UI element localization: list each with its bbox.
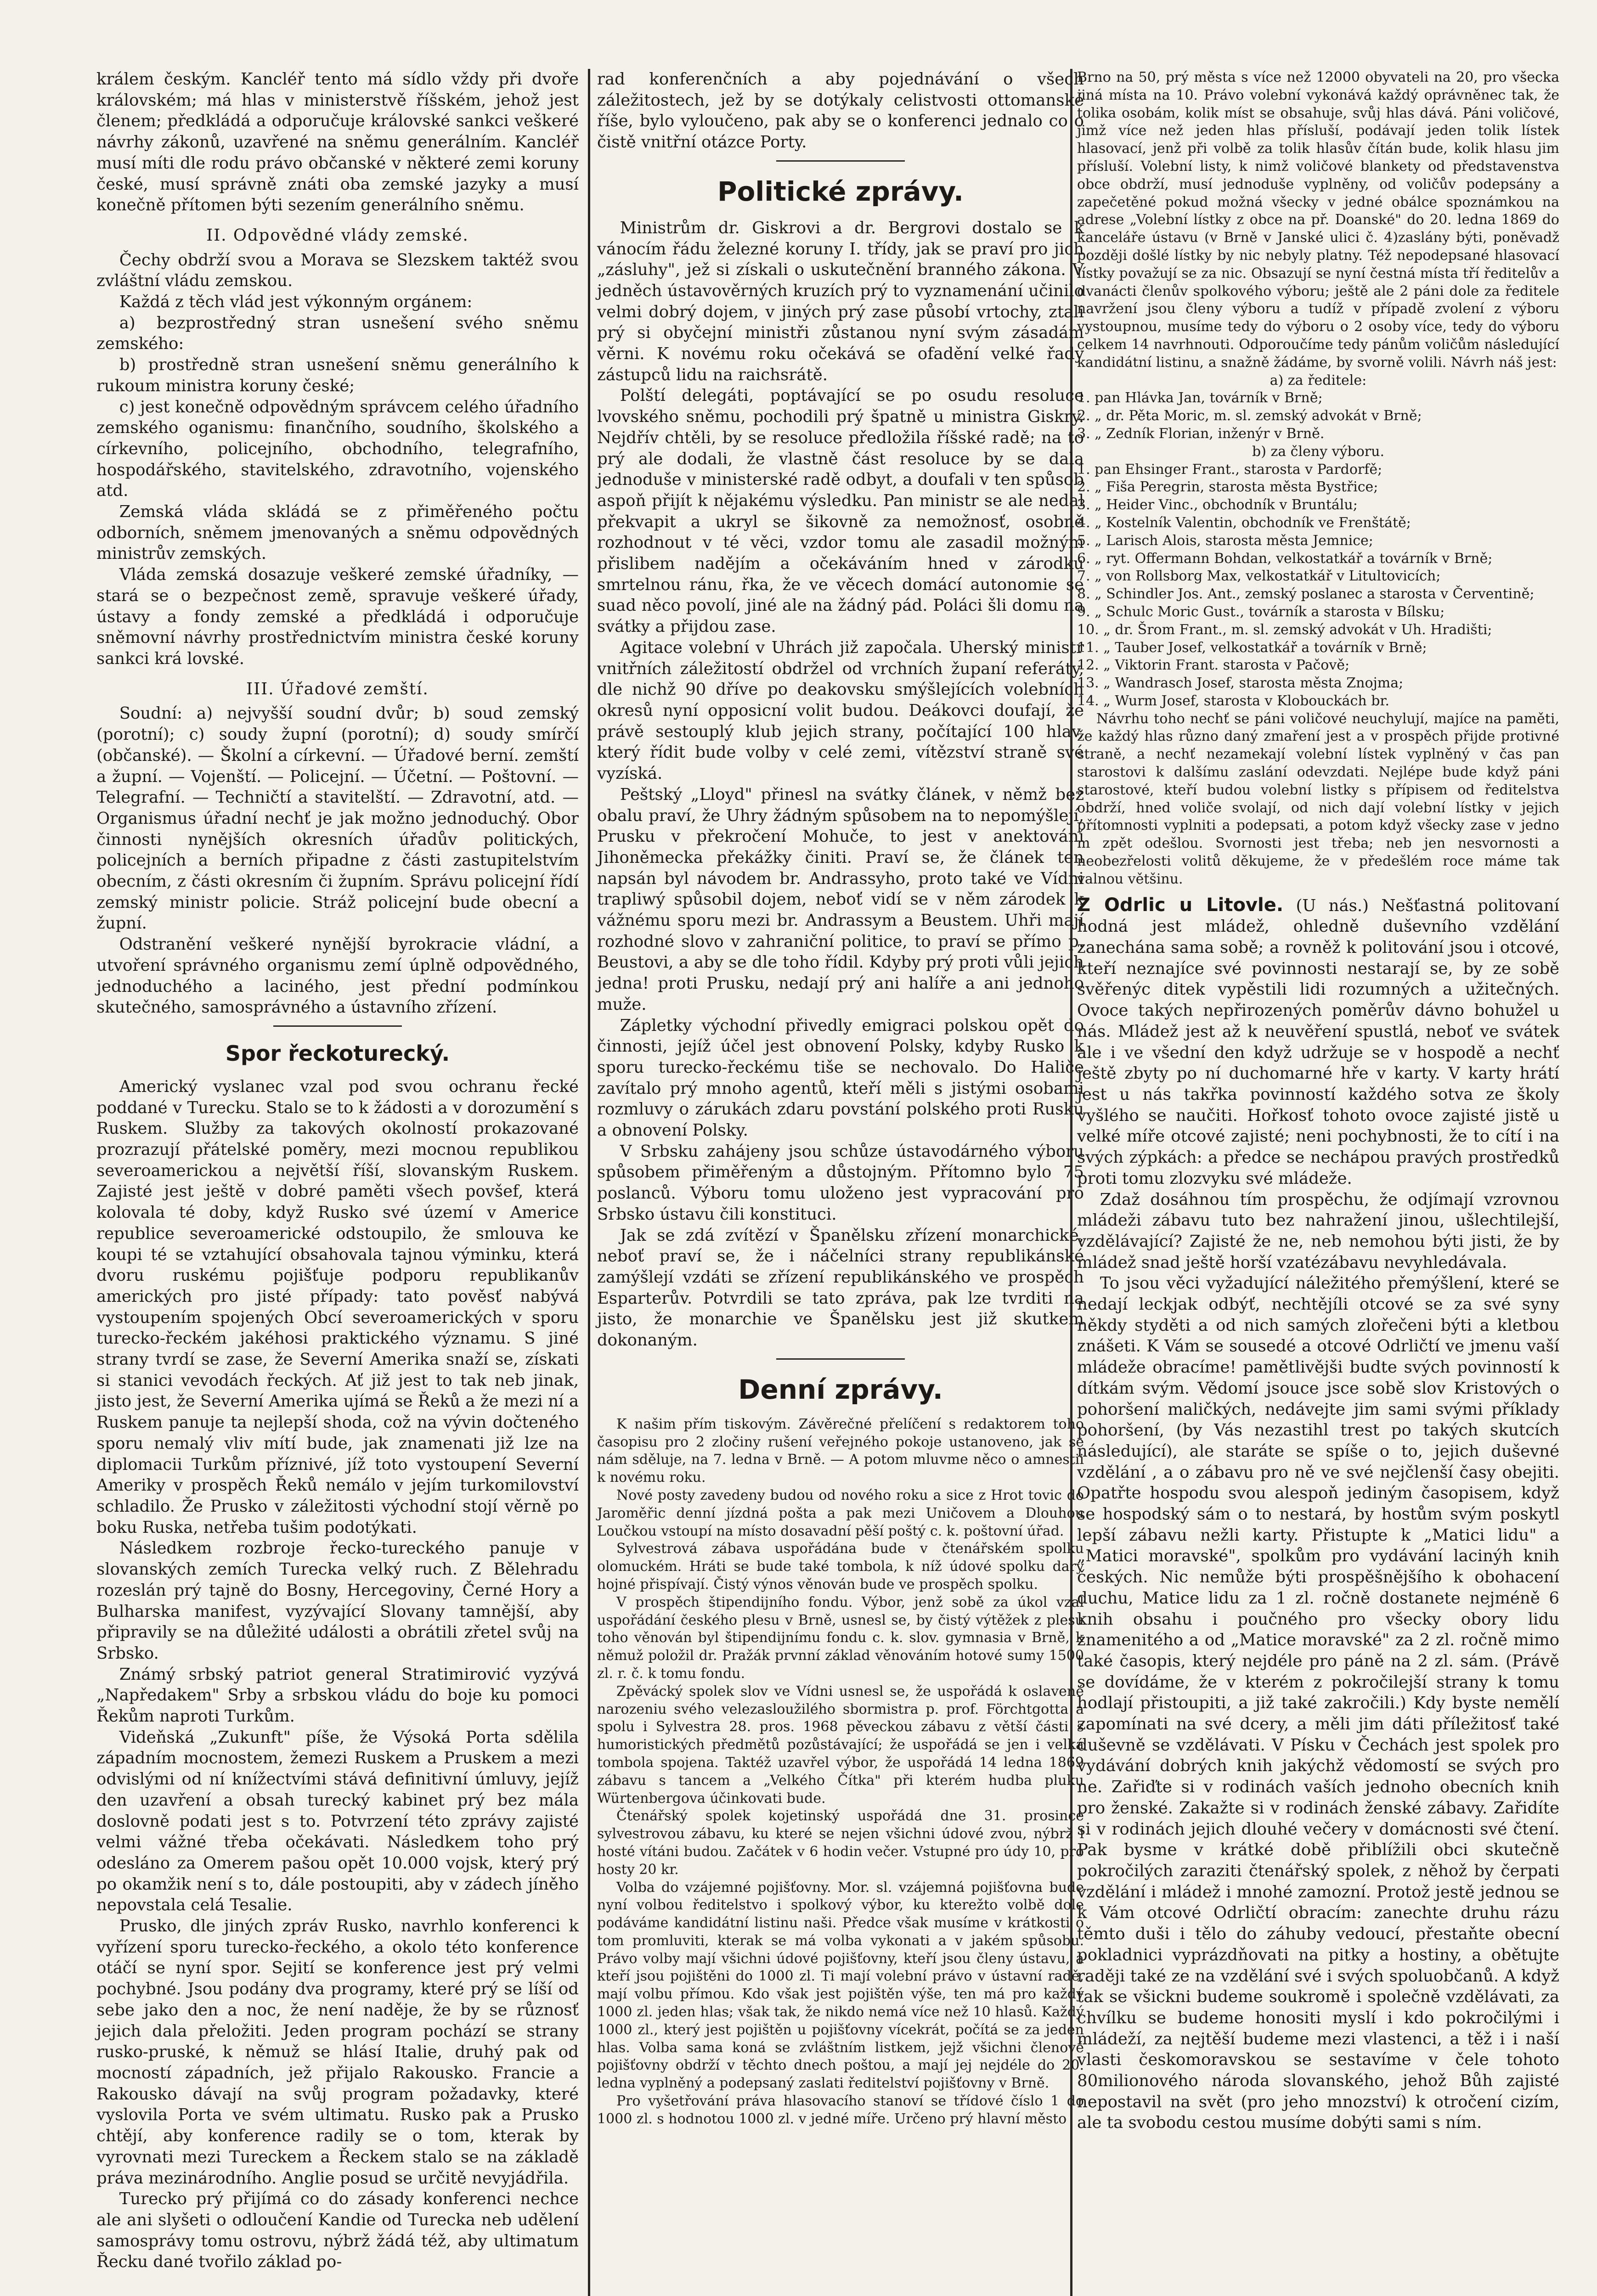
paragraph: králem českým. Kancléř tento má sídlo vždy při dvoře královském; má hlas v ministerstvě říšském, jehož jest členem; předkládá a odporučuje královské sankci veškeré návrhy zákonů, uzavřené na sněmu generálním. Kancléř musí míti dle rodu právo občanské v některé zemi koruny české, musí správně znáti oba zemské jazyky a musí konečně přítomen býti sezením generálního sněmu. — [96, 70, 579, 215]
article-source: (U nás.) — [1296, 896, 1369, 915]
paragraph: Ministrům dr. Giskrovi a dr. Bergrovi dostalo se k vánocím řádu železné koruny I. třídy, jak se praví pro jich „zásluhy", jež si získali o uskutečnění branného zákona. V jedněch ústavověrných kruzích prý to vyznamenání učinilo velmi dobrý dojem, v jiných prý zase působí vrtochy, ztali prý si obyčejní ministři zůstanou nyní svým zásadám věrni. K novému roku očekává se ofadění velké řady zástupců lidu na raichsrátě. — [597, 218, 1084, 384]
news-item: Čtenářský spolek kojetinský uspořádá dne 31. prosince sylvestrovou zábavu, ku které se nejen všichni údové zvou, nýbrž i hosté vítáni budou. Začátek v 6 hodin večer. Vstupné pro údy 10, pro hosty 20 kr. — [597, 1808, 1084, 1878]
paragraph: Zdaž dosáhnou tím prospěchu, že odjímají vzrovnou mládeži zábavu tuto bez nahražení jinou, ušlechtilejší, vzdělávající? Zajisté že ne, neb nemohou býti jisti, že by mládež snad ještě horší vzatézábavu nevyhledávala. — [1077, 1190, 1559, 1272]
paragraph: b) prostředně stran usnešení sněmu generálního k rukoum ministra koruny české; — [96, 355, 579, 395]
paragraph: rad konferenčních a aby pojednávání o všech záležitostech, jež by se dotýkaly celistvosti ottomanské říše, bylo vyloučeno, pak aby se o konferenci jednalo co o čistě vnitřní otázce Porty. — [597, 70, 1084, 152]
paragraph: Zápletky východní přivedly emigraci polskou opět do činnosti, jejíž účel jest obnovení Polsky, kdyby Rusko k sporu turecko-řeckému tiše se nechovalo. Do Haliče zavítalo prý mnoho agentů, kteří měli s jistými osobami rozmluvy o zárukách zdaru povstání polského proti Rusku a obnovení Polsky. — [597, 1016, 1084, 1140]
article-lead — [1077, 895, 1559, 1189]
paragraph: Americký vyslanec vzal pod svou ochranu řecké poddané v Turecku. Stalo se to k žádosti a v dorozumění s Ruskem. Služby za takových okolností prokazované prozrazují přátelské poměry, mezi mocnou republikou severoamerickou a největší říší, slovanským Ruskem. Zajisté jest ještě v dobré paměti všech povšef, která kolovala té doby, když Rusko své území v Americe republice severoamerické odstoupilo, že smlouva ke koupi té se vztahující obsahovala tajnou výminku, která dvoru ruskému pojišťuje podporu republikanův amerických pro jisté případy: tato pověsť nabývá vystoupením spojených Obcí severoamerických v sporu turecko-řeckém jakéhosi praktického významu. S jiné strany tvrdí se zase, že Severní Amerika snaží se, získati si stanici vevodách řeckých. Ať již jest to tak neb jinak, jisto jest, že Severní Amerika ujímá se Řeků a že mezi ní a Ruskem panuje ta nejlepší shoda, což na vývin dočteného sporu nemalý vliv mítí bude, jak znamenati již lze na diplomacii Turkům příznivé, jíž toto vystoupení Severní Ameriky v prospěch Řeků nemálo v jejím turkomilovství schladilo. Že Prusko v záležitosti východní stojí věrně po boku Ruska, netřeba tušim podotýkati. — [96, 1077, 579, 1537]
list-item: 3. „ Zedník Florian, inženýr v Brně. — [1077, 425, 1325, 442]
paragraph: Agitace volební v Uhrách již započala. Uherský ministr vnitřních záležitostí obdržel od vrchních županí referáty, dle nichž 90 dříve po deakovsku smýšlejících volebních okresů nyní opposicní volit budou. Deákovci doufají, že právě sestouplý klub jejich strany, počítající 100 hlav, který řídit bude volby v celé zemi, vítězství straně své vyzíská. — [597, 638, 1084, 783]
column-3 — [1077, 69, 1559, 2133]
paragraph: V Srbsku zahájeny jsou schůze ústavodárného výboru spůsobem přiměřeným a důstojným. Přítomno bylo 75 poslanců. Výboru tomu uloženo jest vypracování pro Srbsko ústavu čili konstituci. — [597, 1142, 1084, 1224]
article-heading: Z Odrlic u Litovle. — [1077, 894, 1284, 916]
list-item: 8. „ Schindler Jos. Ant., zemský poslanec a starosta v Červentině; — [1077, 586, 1535, 602]
list-item: 12. „ Viktorin Frant. starosta v Pačově; — [1077, 657, 1350, 674]
list-item: 2. „ Fiša Peregrin, starosta města Bystřice; — [1077, 479, 1378, 495]
members-list — [1077, 461, 1559, 710]
paragraph: Každá z těch vlád jest výkonným orgánem: — [119, 293, 473, 312]
list-heading: a) za ředitele: — [1270, 372, 1367, 388]
news-item: Volba do vzájemné pojišťovny. Mor. sl. vzájemná pojišťovna bude nyní volbou ředitelstvo i spolkový výbor, ku kterežto volbě dole podáváme kandidátní listinu naši. Předce však musíme v krátkosti o tom promluviti, kterak se má volba vykonati a v jakém spůsobu. Právo volby mají všichni údové pojišťovny, kteří jsou členy ústavu, a kteří jsou pojištěni do 1000 zl. Ti mají volební právo v ústavní radě, mají volbu přímou. Kdo však jest pojištěn výše, ten má pro každý 1000 zl. jeden hlas; však tak, že nikdo nemá více než 10 hlasů. Každý 1000 zl., který jest pojištěn u pojišťovny vícekrát, počítá se za jeden hlas. Volba sama koná se zvláštním listkem, jejž všichni členové pojišťovny obdrží v těchto dnech poštou, a mají jej nejdéle do 20. ledna vyplněný a podepsaný zaslati ředitelství pojišťovny v Brně. — [597, 1879, 1084, 2092]
paragraph: Videňská „Zukunft" píše, že Výsoká Porta sdělila západním mocnostem, žemezi Ruskem a Pruskem a mezi odvislými od ní knížectvími stává definitivní úmluvy, jejíž den uzavření a obsah turecký kabinet prý bez mála doslovně podati jest s to. Potvrzení této zprávy zajisté velmi vážné třeba očekávati. Následkem toho prý odesláno za Omerem pašou opět 10.000 vojsk, který prý po okamžik není s to, dále postoupiti, aby v zádech jíněho nepovstala celá Tesalie. — [96, 1728, 579, 1915]
paragraph: Jak se zdá zvítězí v Španělsku zřízení monarchické, neboť praví se, že i náčelníci strany republikánské zamýšlejí vzdáti se zřízení republikánského ve prospěch Esparterův. Potvrdili se tato zpráva, pak lze tvrditi na jisto, že monarchie ve Španělsku jest již skutkem dokonaným. — [597, 1226, 1084, 1350]
paragraph: Následkem rozbroje řecko-tureckého panuje v slovanských zemích Turecka velký ruch. Z Bělehradu rozeslán prý tajně do Bosny, Hercegoviny, Černé Hory a Bulharska manifest, vyzývající Slovany tamnější, aby připravily se na důležité události a obrátili zřetel svůj na Srbsko. — [96, 1539, 579, 1663]
section-heading: II. Odpovědné vlády zemské. — [206, 225, 469, 245]
directors-list — [1077, 389, 1559, 443]
list-item: 10. „ dr. Šrom Frant., m. sl. zemský advokát v Uh. Hradišti; — [1077, 621, 1492, 638]
paragraph: Nešťastná politovaní hodná jest mládež, ohledně duševního vzdělání zanechána sama sobě; a rovněž k politování jsou i otcové, kteří neznajíce své povinnosti nestarají se, by ze sobě svěřenýc ditek vypěstili lidi rozumných a užitečných. Ovoce takých nepřirozených poměrův dávno bohužel u nás. Mládež jest až k neuvěření spustlá, neboť ve svátek ale i ve všední den když udržuje se v hospodě a nechť ještě zbyty po ní duchomarné hře v karty. V karty hrátí jest u nás takřka povinností každého sotva ze školy vyšlého se naučiti. Hořkosť tohoto ovoce zajisté jistě u velké míře otcové zajisté; neni pochybnosti, že to cítí i na svých zýpkách: a předce se nechápou pravých prostředků proti tomu zlozvyku své mládeže. — [1077, 896, 1559, 1188]
paragraph: a) bezprostředný stran usnešení svého sněmu zemského: — [96, 313, 579, 354]
list-item: 13. „ Wandrasch Josef, starosta města Znojma; — [1077, 675, 1404, 692]
news-item: Nové posty zavedeny budou od nového roku a sice z Hrot tovic do Jaroměřic denní jízdná pošta a pak mezi Uničovem a Dlouhou Loučkou vstoupí na místo dosavadní pěší poštý c. k. poštovní úřad. — [597, 1487, 1084, 1539]
paragraph: Odstranění veškeré nynější byrokracie vládní, a utvoření správného organismu zemí úplně odpovědného, jednoduchého a lacinéhо, jest přední podmínkou skutečného, samosprávného a ústavního zřízení. — [96, 935, 579, 1017]
list-item: 9. „ Schulc Moric Gust., továrník a starosta v Bílsku; — [1077, 603, 1445, 620]
column-1 — [96, 69, 579, 2273]
column-2 — [597, 69, 1084, 2128]
paragraph: Známý srbský patriot general Stratimirović vyzývá „Napředakem" Srby a srbskou vládu do boje ku pomoci Řekům naproti Turkům. — [96, 1665, 579, 1726]
paragraph: Turecko prý přijímá co do zásady konferenci nechce ale ani slyšeti o odloučení Kandie od Turecka neb udělení samosprávy tomu ostrovu, nýbrž žádá též, aby ultimatum Řecku dané tvořilo základ po- — [96, 2189, 579, 2272]
news-item: Pro vyšetřování práva hlasovacího stanoví se třídové číslo 1 do 1000 zl. s hodnotou 1000 zl. v jedné míře. Určeno prý hlavní město — [597, 2093, 1084, 2127]
paragraph: c) jest konečně odpovědným správcem celého úřadního zemského oganismu: finančního, soudního, školského a církevního, policejního, obchodního, telegrafního, hospodářského, stavitelského, zdravotního, vojenského atd. — [96, 397, 579, 501]
article-heading: Spor řeckoturecký. — [225, 1041, 450, 1066]
paragraph: Soudní: a) nejvyšší soudní dvůr; b) soud zemský (porotní); c) soudy župní (porotní); d) soudy smírčí (občanské). — Školní a církevní. — Úřadové berní. zemští a župní. — Vojenští. — Policejní. — Účetní. — Poštovní. — Telegrafní. — Techničtí a stavitelští. — Zdravotní, atd. — Organismus úřadní nechť je jak možno jednoduchý. Obor činnosti nynějších okresních úřadův politických, policejních a berních připadne z části zastupitelstvím obecním, z části okresním či župním. Správu policejní řídí zemský ministr policie. Stráž policejní bude obecní a župní. — [96, 704, 579, 933]
list-item: 4. „ Kostelník Valentin, obchodník ve Frenštátě; — [1077, 514, 1411, 531]
divider — [273, 1025, 402, 1027]
paragraph: Prusko, dle jiných zpráv Rusko, navrhlo konferenci k vyřízení sporu turecko-řeckého, a okolo této konference otáčí se nyní spor. Sejití se konference jest prý velmi pochybné. Jsou podány dva programy, které prý se líší od sebe jako den a noc, že není naděje, že by se různosť jejich dala přeložiti. Jeden program pochází se strany rusko-pruské, k němuž se hlásí Italie, druhý pak od mocností západních, jež přijalo Rakousko. Francie a Rakousko dávají na svůj program požadavky, které vyslovila Porta ve svém ultimatu. Rusko pak a Prusko chtějí, aby konference radily se o tom, kterak by vyrovnati mezi Tureckem a Řeckem stalo se na základě práva mezinárodního. Anglie posud se určitě nevyjádřila. — [96, 1917, 579, 2188]
list-item: 2. „ dr. Pěta Moric, m. sl. zemský advokát v Brně; — [1077, 408, 1422, 424]
list-heading: b) za členy výboru. — [1252, 443, 1384, 460]
paragraph: Peštský „Lloyd" přinesl na svátky článek, v němž bez obalu praví, že Uhry žádným spůsobem na to nepomýšlejí, Prusku v překročení Mohuče, to jest v anektování Jihoněmecka překážky činiti. Praví se, že článek ten napsán byl návodem br. Andrassyho, proto také ve Vídni trapliwý spůsobil dojem, neboť vidí se v něm zárodek k vážnému sporu mezi br. Andrassym a Beustem. Uhři mají rozhodné slovo v zahraniční politice, to praví se přímo p. Beustovi, a aby se dle toho řídil. Kdyby prý proti vůli jejich jedna! proti Prusku, nedají prý ani halíře a ani jednoho muže. — [597, 785, 1084, 1014]
news-item: K našim přím tiskovým. Závěrečné přelíčení s redaktorem toho časopisu pro 2 zločiny rušení veřejného pokoje ustanoveno, jak se nám sděluje, na 7. ledna v Brně. — A potom mluvme něco o amnestii k novému roku. — [597, 1416, 1084, 1486]
list-item: 1. pan Hlávka Jan, továrník v Brně; — [1077, 390, 1323, 406]
news-item: Zpěvácký spolek slov ve Vídni usnesl se, že uspořádá k oslavené narozeniu svého velezasloužilého sbormistra p. prof. Förchtgotta a spolu i Sylvestra 28. pros. 1968 pěveckou zábavu z větší části s humoristických předmětů pozůstávající; že uspořádá se jen i velká tombola spojena. Taktéž uzavřel výbor, že uspořádá 14 ledna 1869 zábavu s tancem a „Velkého Čítka" při kterém hudba pluku Würtenbergova účinkovati bude. — [597, 1683, 1084, 1806]
section-heading: III. Úřadové zemští. — [246, 679, 429, 698]
paragraph: Návrhu toho nechť se páni voličové neuchylují, majíce na paměti, že každý hlas různo daný zmaření jest a v prospěch přijde protivné straně, a nechť nezamekají volební lístek vyplněný v čas pan starostovi k dalšímu zaslání odevzdati. Nejlépe bude když páni starostové, kteří budou volební listky s přípisem od ředitelstva obdrží, hned voliče svolají, od nich dají volební lístky v jejich přítomnosti vyplniti a podepsati, a potom když všecky zase v jedno m zpět odešlou. Svornosti jest třeba; neb jen nesvornosti a neobezřelosti volitů děkujeme, že v předešlém roce máme tak valnou většinu. — [1077, 710, 1559, 887]
news-item: V prospěch štipendijního fondu. Výbor, jenž sobě za úkol vzal uspořádání českého plesu v Brně, usnesl se, by čistý výtěžek z plesu toho věnován byl štipendijnímu fondu c. k. slov. gymnasia v Brně, k němuž položil dr. Pražák prvnní základ věnováním hotové sumy 1500 zl. r. č. k tomu fondu. — [597, 1594, 1084, 1682]
divider — [776, 160, 905, 162]
paragraph: Polští delegáti, poptávající se po osudu resoluce lvovského sněmu, pochodili prý špatně u ministra Giskry. Nejdřív chtěli, by se resoluce předložila říšské radě; na to prý ale dodali, že vlastně část resoluce by se dala jednoduše v ministerské radě odbyt, a doufali v ten spůsob aspoň přijít k nějakému výsledku. Pan ministr se ale nedal překvapit a ukryl se šikovně za nemožnosť, osobně rozhodnout v té věci, vzdor tomu ale zasadil možným přislibem nadějím a očekáváním hned v zárodku smrtelnou ránu, řka, že ve věcech domácí autonomie se suad něco povolí, jiné ale na žádný pád. Poláci šli domu na svátky a přijdou zase. — [597, 386, 1084, 636]
paragraph: Čechy obdrží svou a Morava se Slezskem taktéž svou zvláštní vládu zemskou. — [96, 250, 579, 291]
paragraph: To jsou věci vyžadující náležitého přemýšlení, které se nedají leckjak odbýť, nechtějíli otcové se za své syny někdy styděti a od nich samých zlořečeni býti a kletbou znášeti. K Vám se sousedé a otcové Odrličtí ve jmenu vaší mládeže obracíme! pamětlivějši budte svých povinností k dítkám svým. Vědomí jsouce jsce sobě slov Kristových o pohoršení maličkých, nedávejte jim sami svými příklady pohoršení, (by Vás nezastihl trest po takých skutcích následující), ale staráte se spíše o to, jejich duševné vzdělání , a o zábavu pro ně ve své nejčlenší časy obejiti. Opatřte hospodu svou alespoň jediným časopisem, když se hospodský sám o to nestará, by hostům svým poskytl lepší zábavu nežli karty. Přistupte k „Matici lidu" a „Matici moravské", spolkům pro vydávání lacinýh knih českých. Nic nemůže býti prospěšnějšího k obohacení duchu, Matice lidu za 1 zl. ročně dostanete nejméně 6 knih obsahu i poučného pro všecky obory lidu znamenitého a od „Matice moravské" za 2 zl. ročně mimo také časopis, který nejdéle pro páně na 2 zl. sám. (Právě se dovídáme, že v kterém z pokročilejší strany k tomu hodlají přistoupiti, a již také zakročili.) Kdy byste nemělí zapomínati na své dcery, a měli jim dáti příležitosť také duševně se vzdělávati. V Písku v Čechách jest spolek pro vydávání dobrých knih jakýchž vědomostí se svých pro ne. Zařiďte si v rodinách vaších jednoho obecních knih pro ženské. Zakažte si v rodinách ženské zábavy. Zařidíte si v rodinách jejich dlouhé večery v domácnosti své čtení. Pak bysme v krátké době přiblížili obci skutečně pokročilých zaraziti čtenářský spolek, z něhož by čerpati vzdělání i mládež i mnohé zamozní. Protož jestě jednou se k Vám otcové Odrličtí obracím: zanechte druhu rázu těmto duši i tělo do záhuby vedoucí, přestaňte obecní pokladnici vyprázdňovati na pitky a hostiny, a obětujte raději také ze na vzdělání své i svých spoluobčanů. A když tak se všickni budeme soukromě i společně vzdělávati, za chvílku se budeme honositi myslí i kdo pokročilými i mládeží, za nejtěší budeme mezi vlastenci, a těž i i naší vlasti českomoravskou se sestavíme v čele tohoto 80milionového národa slovanského, jehož Bůh zajisté nepostavil na svět (pro jeho mnozství) k otročení cizím, ale ta svobodu cestou musíme dobýti sami s ním. — [1077, 1274, 1559, 2133]
article-heading: Denní zprávy. — [738, 1373, 943, 1405]
news-item: Sylvestrová zábava uspořádána bude v čtenářském spolku olomuckém. Hráti se bude také tombola, k níž údové spolku dary hojné přispívají. Čistý výnos věnován bude ve prospěch spolku. — [597, 1541, 1084, 1593]
article-heading: Politické zprávy. — [717, 175, 964, 207]
paragraph: Brno na 50, prý města s více než 12000 obyvateli na 20, pro všecka jiná místa na 10. Právo volební vykonává každý oprávněnec tak, že tolika osobám, kolik míst se obsahuje, svůj hlas dává. Páni voličové, jimž více než jeden hlas přísluší, podávají jeden tolik lístek hlasovací, jenž při volbě za tolik hlasův čítán bude, kolik hlasu jim přísluší. Volební listy, k nimž voličové blankety od představenstva obce obdrží, musí jednoduše vyplněny, od voličův podepsány a zapečetěné pokud možná všecky v jedné obálce spoznámkou na adrese „Volební lístky z obce na př. Doanské" do 20. ledna 1869 do kanceláře ústavu (v Brně v Janské ulici č. 4)zaslány býti, poněvadž později došlé lístky by nic nebyly platny. Též nepodepsané hlasovací lístky považují se za nic. Obsazují se nyní čestná místa tří ředitelův a dvanácti členův spolkového výboru; ještě ale 2 páni dole za ředitele navržení jsou členy výboru a tudíž v případě zvolení z výboru vystoupnou, musíme tedy do výboru o 2 osoby více, tedy do výboru celkem 14 navrhnouti. Odporoučíme tedy pánům voličům následující kandidátní listinu, a snažně žádáme, by svorně volili. Návrh náš jest: — [1077, 69, 1559, 371]
news-items — [597, 1416, 1084, 2128]
paragraph: Vláda zemská dosazuje veškeré zemské úřadníky, — stará se o bezpečnost země, spravuje veškeré úřady, ústavy a fondy zemské a předkládá i odporučuje sněmovní návrhy prostřednictvím ministra české koruny sankci krá lovské. — [96, 565, 579, 668]
divider — [776, 1358, 905, 1360]
list-item: 14. „ Wurm Josef, starosta v Klobouckách br. — [1077, 692, 1389, 709]
list-item: 3. „ Heider Vinc., obchodník v Bruntálu; — [1077, 497, 1358, 513]
list-item: 7. „ von Rollsborg Max, velkostatkář v Litultovicích; — [1077, 568, 1441, 585]
column-divider — [588, 69, 590, 2296]
list-item: 1. pan Ehsinger Frant., starosta v Pardorfě; — [1077, 461, 1383, 478]
list-item: 11. „ Tauber Josef, velkostatkář a továrník v Brně; — [1077, 639, 1427, 656]
list-item: 6. „ ryt. Offermann Bohdan, velkostatkář a továrník v Brně; — [1077, 550, 1493, 567]
list-item: 5. „ Larisch Alois, starosta města Jemnice; — [1077, 532, 1373, 549]
paragraph: Zemská vláda skládá se z přiměřeného počtu odborních, sněmem jmenovaných a sněmu odpovědných ministrův zemských. — [96, 502, 579, 563]
article-odrlice — [1077, 895, 1559, 2133]
